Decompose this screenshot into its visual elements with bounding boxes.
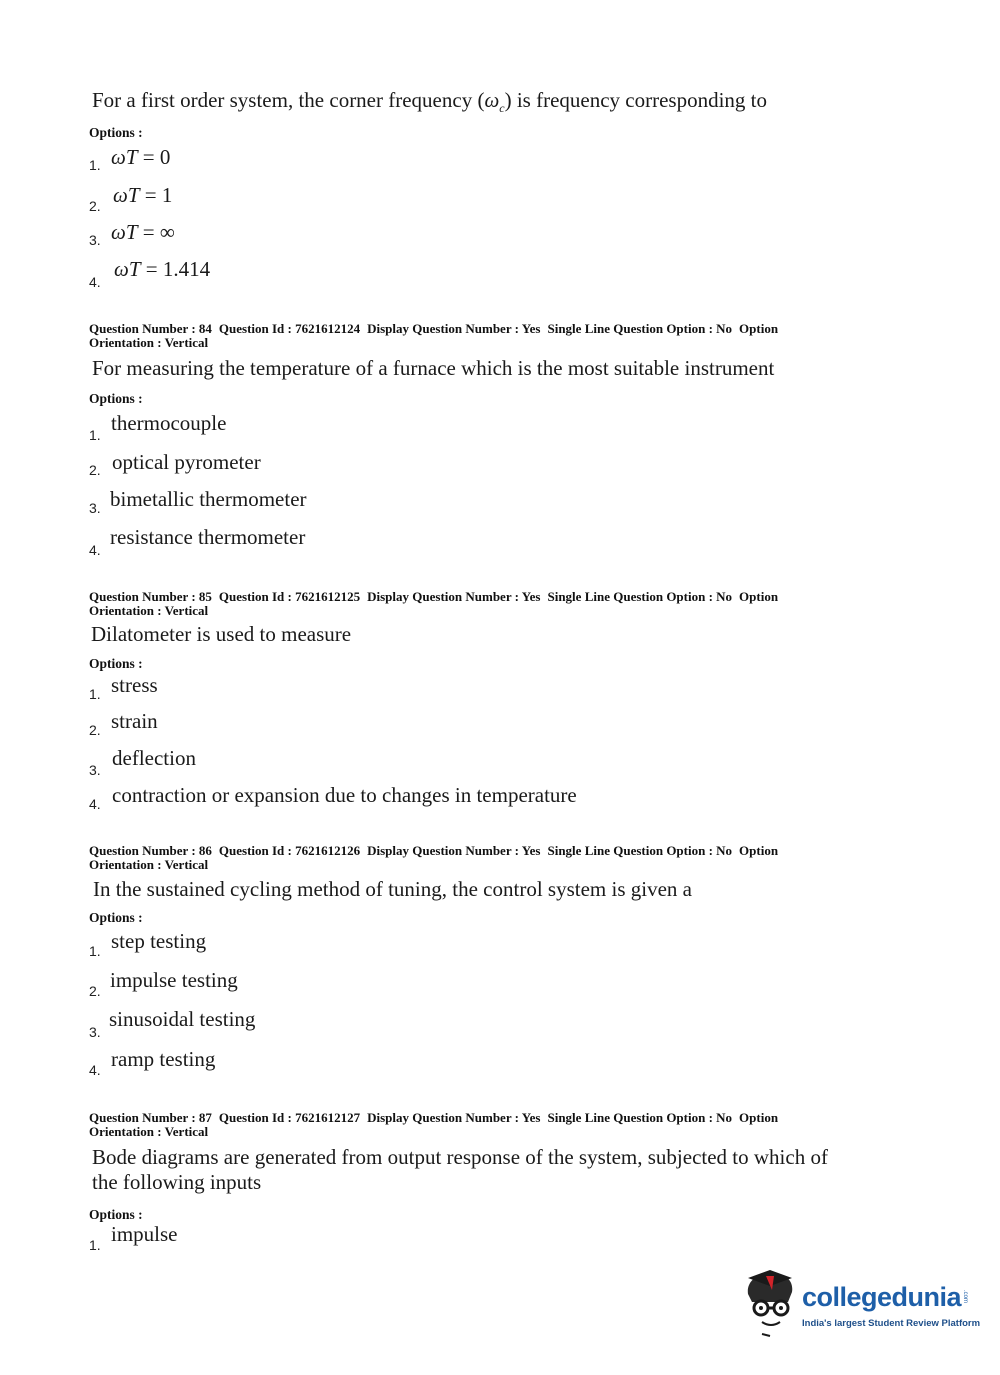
options-label: Options : xyxy=(89,391,143,406)
option-4-math: ωT = 1.414 xyxy=(114,257,211,281)
options-label: Options : xyxy=(89,125,143,140)
question-86-text: In the sustained cycling method of tuning, the control system is given a xyxy=(93,877,692,901)
option-number: 1. xyxy=(89,943,101,959)
option-text: strain xyxy=(111,709,158,733)
option-number: 3. xyxy=(89,762,101,778)
option-text: thermocouple xyxy=(111,411,227,435)
option-text: stress xyxy=(111,673,158,697)
logo-com: .com xyxy=(962,1290,968,1304)
question-meta: Question Number : 84 Question Id : 7621612124 Display Question Number : Yes Single Line Question Option : No Option xyxy=(89,321,779,336)
option-text: optical pyrometer xyxy=(112,450,261,474)
mascot-icon xyxy=(740,1268,802,1340)
question-84-text: For measuring the temperature of a furnace which is the most suitable instrument xyxy=(92,356,775,380)
option-text: deflection xyxy=(112,746,196,770)
option-number: 4. xyxy=(89,542,101,558)
question-orientation: Orientation : Vertical xyxy=(89,1124,209,1139)
option-text: resistance thermometer xyxy=(110,525,306,549)
question-orientation: Orientation : Vertical xyxy=(89,603,209,618)
collegedunia-logo xyxy=(740,1268,980,1340)
options-label: Options : xyxy=(89,656,143,671)
option-3-math: ωT = ∞ xyxy=(111,220,175,244)
option-number: 1. xyxy=(89,1237,101,1253)
option-number: 1. xyxy=(89,157,101,173)
option-number: 3. xyxy=(89,1024,101,1040)
question-meta: Question Number : 86 Question Id : 7621612126 Display Question Number : Yes Single Line Question Option : No Option xyxy=(89,843,779,858)
option-text: step testing xyxy=(111,929,207,953)
option-number: 2. xyxy=(89,462,101,478)
question-87-text-line2: the following inputs xyxy=(92,1170,262,1194)
option-number: 2. xyxy=(89,983,101,999)
question-meta: Question Number : 87 Question Id : 7621612127 Display Question Number : Yes Single Line Question Option : No Option xyxy=(89,1110,779,1125)
question-orientation: Orientation : Vertical xyxy=(89,335,209,350)
question-orientation: Orientation : Vertical xyxy=(89,857,209,872)
option-text: ramp testing xyxy=(111,1047,216,1071)
options-label: Options : xyxy=(89,1207,143,1222)
option-number: 2. xyxy=(89,198,101,214)
option-text: bimetallic thermometer xyxy=(110,487,307,511)
option-2-math: ωT = 1 xyxy=(113,183,173,207)
question-87-text-line1: Bode diagrams are generated from output response of the system, subjected to which of xyxy=(92,1145,828,1169)
option-number: 4. xyxy=(89,796,101,812)
question-85-text: Dilatometer is used to measure xyxy=(91,622,352,646)
option-number: 1. xyxy=(89,686,101,702)
logo-wordmark: collegedunia xyxy=(802,1282,962,1312)
question-meta: Question Number : 85 Question Id : 7621612125 Display Question Number : Yes Single Line Question Option : No Option xyxy=(89,589,779,604)
option-1-math: ωT = 0 xyxy=(111,145,171,169)
option-number: 2. xyxy=(89,722,101,738)
option-number: 4. xyxy=(89,274,101,290)
options-label: Options : xyxy=(89,910,143,925)
option-number: 3. xyxy=(89,500,101,516)
option-text: contraction or expansion due to changes in temperature xyxy=(112,783,577,807)
question-83-text: For a first order system, the corner frequency $(\omega_c)$ is frequency corresponding to xyxy=(92,88,768,116)
option-text: impulse testing xyxy=(110,968,238,992)
option-number: 4. xyxy=(89,1062,101,1078)
option-number: 3. xyxy=(89,232,101,248)
option-number: 1. xyxy=(89,427,101,443)
option-text: impulse xyxy=(111,1222,178,1246)
logo-tagline: India's largest Student Review Platform xyxy=(802,1318,981,1329)
option-text: sinusoidal testing xyxy=(109,1007,256,1031)
